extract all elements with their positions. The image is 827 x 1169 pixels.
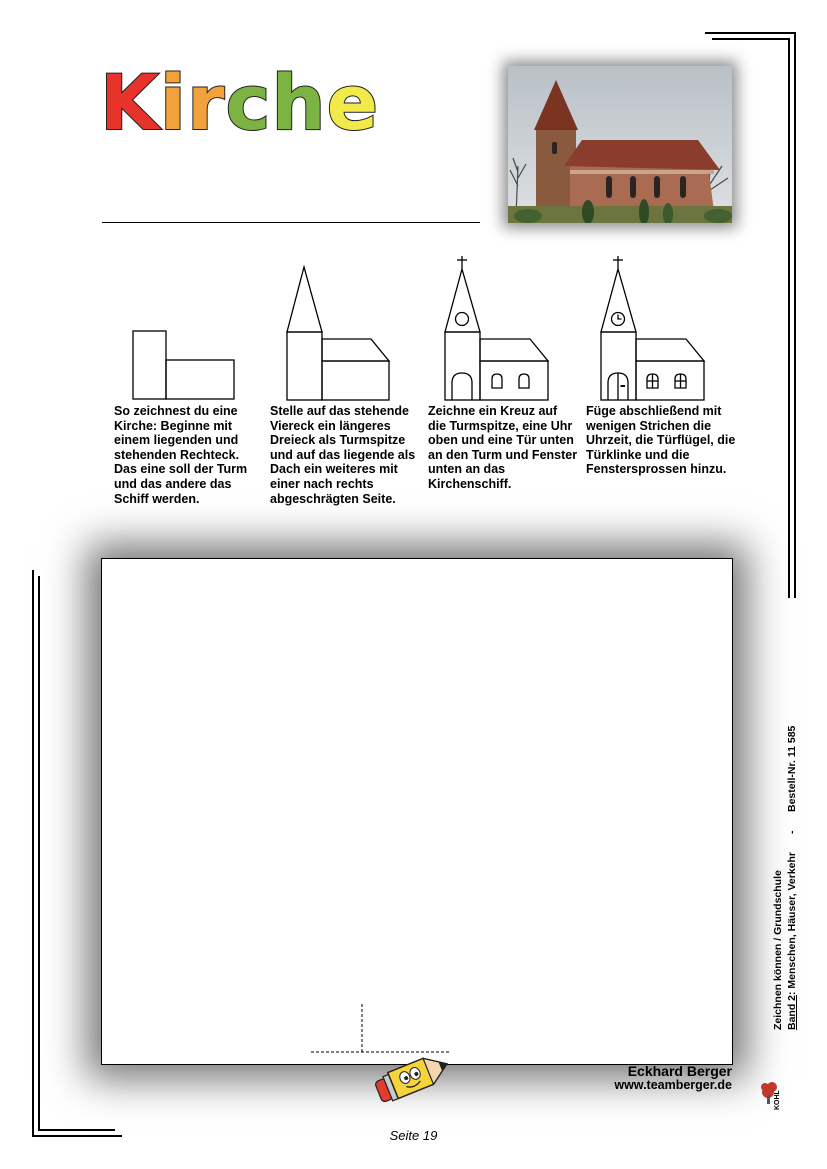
sidebar-separator: - — [786, 830, 798, 834]
publisher-name: KOHL — [774, 1090, 781, 1110]
step-1-drawing — [130, 330, 240, 402]
band-label: Band 2 — [786, 994, 798, 1030]
band-subtitle: : Menschen, Häuser, Verkehr — [786, 852, 798, 995]
step-2-drawing — [285, 265, 395, 402]
frame-right-line — [794, 32, 796, 598]
title-letter-4: c — [225, 58, 272, 147]
title-underline — [102, 222, 480, 223]
step-4-text: Füge abschließend mit wenigen Strichen die Uhrzeit, die Türflügel, die Türklinke und die Fenstersprossen hinzu. — [586, 404, 736, 477]
pencil-mascot-icon — [368, 1046, 454, 1102]
step-2-text: Stelle auf das stehende Viereck ein längeres Dreieck als Turmspitze und auf das liegende als Dach ein weiteres mit einer nach rechts abgeschrägten Seite. — [270, 404, 416, 506]
frame-left-line — [32, 570, 34, 1136]
author-website: www.teamberger.de — [614, 1078, 732, 1092]
title-letter-1: K — [100, 58, 160, 147]
church-photo — [508, 66, 732, 223]
series-title: Zeichnen können / Grundschule — [772, 870, 784, 1030]
title-letter-3: r — [186, 58, 226, 147]
title-letter-6: e — [326, 58, 380, 147]
frame-left-line-inner — [38, 576, 40, 1130]
drawing-area[interactable] — [101, 558, 733, 1065]
step-3-drawing — [444, 255, 554, 402]
step-4-drawing — [599, 255, 709, 402]
step-3-text: Zeichne ein Kreuz auf die Turmspitze, eine Uhr oben und eine Tür unten an den Turm und Fenster unten an das Kirchenschiff. — [428, 404, 578, 491]
band-title — [786, 852, 798, 1030]
author-name: Eckhard Berger — [627, 1063, 732, 1079]
frame-top-line-inner — [712, 38, 789, 40]
page-title — [100, 58, 379, 148]
title-letter-2: i — [159, 58, 187, 147]
order-number: Bestell-Nr. 11 585 — [786, 725, 798, 812]
frame-top-line — [705, 32, 795, 34]
frame-right-line-inner — [788, 38, 790, 598]
page-number: Seite 19 — [389, 1128, 438, 1143]
step-1-text: So zeichnest du eine Kirche: Beginne mit einem liegenden und stehenden Rechteck. Das eine soll der Turm und das andere das Schiff werden. — [114, 404, 248, 506]
title-letter-5: h — [271, 58, 327, 147]
